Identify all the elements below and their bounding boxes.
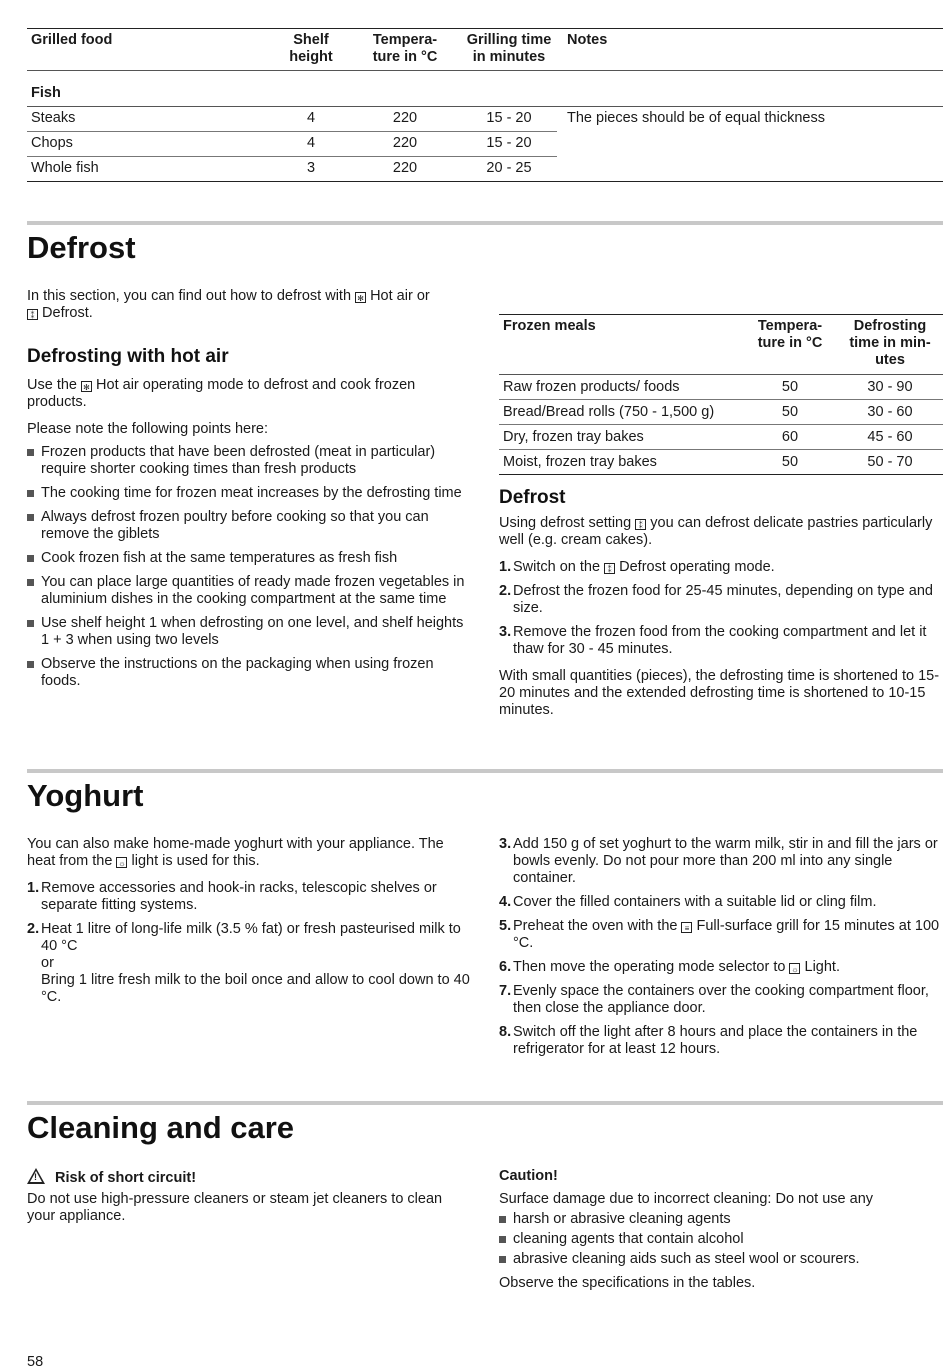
step-text: Remove the frozen food from the cooking compartment and let it thaw for 30 - 45 minutes. [513,624,927,657]
defrost-setting-paragraph [499,515,943,549]
list-item [499,894,943,911]
list-item [499,624,943,658]
step-text: Evenly space the containers over the cooking compartment floor, then close the appliance door. [513,983,929,1016]
list-item [499,983,943,1017]
list-item: harsh or abrasive cleaning agents [499,1211,943,1228]
cell-temp: 50 [743,400,837,425]
text: you can defrost delicate pastries particularly well (e.g. cream cakes). [499,515,933,548]
cell-food: Whole fish [27,157,273,182]
step-text: Preheat the oven with the [513,918,678,934]
cell-shelf: 4 [273,107,349,132]
intro-text: Defrost. [42,305,93,321]
header-defrosting-time: Defrosting time in min- utes [849,318,931,368]
defrost-setting-note: With small quantities (pieces), the defrosting time is shortened to 15-20 minutes and the extended defrosting time is shortened to 10-15 minutes. [499,668,940,718]
page-number: 58 [27,1354,44,1370]
defrost-icon: ⁑ [27,309,38,320]
list-item: Observe the instructions on the packaging when using frozen foods. [27,656,472,690]
table-row [499,400,943,425]
list-item: Use shelf height 1 when defrosting on one level, and shelf heights 1 + 3 when using two levels [27,615,472,649]
header-temperature: Tempera- ture in °C [757,318,823,351]
warning-text: Do not use high-pressure cleaners or steam jet cleaners to clean your appliance. [27,1191,443,1224]
step-number: 8. [499,1024,512,1040]
step-number: 5. [499,918,512,934]
yoghurt-right [499,836,943,1065]
list-item [499,559,943,576]
hot-air-icon: ✻ [81,381,92,392]
cell-time: 15 - 20 [461,107,557,132]
step-text: Light. [804,959,840,975]
full-surface-grill-icon: ≡ [681,922,692,933]
subsection-title-defrost: Defrost [499,487,566,508]
yoghurt-left [27,836,472,1013]
step-text: Defrost the frozen food for 25-45 minutes, depending on type and size. [513,583,933,616]
defrost-setting-body [499,515,943,719]
caution-bullets [499,1211,943,1268]
step-text: Remove accessories and hook-in racks, telescopic shelves or separate fitting systems. [41,880,437,913]
step-number: 6. [499,959,512,975]
warning-title: Risk of short circuit! [55,1170,197,1186]
step-number: 3. [499,836,512,852]
list-item [499,1024,943,1058]
header-shelf-height: Shelf height [289,32,333,65]
cell-temp: 50 [743,450,837,475]
cell-time: 50 - 70 [837,450,943,475]
warning-block [27,1168,472,1225]
defrost-icon: ⁑ [635,519,646,530]
header-temperature: Tempera- ture in °C [372,32,438,65]
cell-shelf: 3 [273,157,349,182]
list-item: cleaning agents that contain alcohol [499,1231,943,1248]
step-number: 2. [27,921,40,937]
cell-time: 20 - 25 [461,157,557,182]
cell-temp: 220 [349,157,461,182]
cell-meal: Moist, frozen tray bakes [499,450,743,475]
cell-temp: 220 [349,107,461,132]
table-row [27,107,943,132]
text: You can also make home-made yoghurt with your appliance. The heat from the [27,836,444,869]
caution-block [499,1168,943,1292]
list-item: Frozen products that have been defrosted (meat in particular) require shorter cooking times than fresh products [27,444,472,478]
step-text: Bring 1 litre fresh milk to the boil once and allow to cool down to 40 °C. [41,972,470,1005]
table-row [499,450,943,475]
step-number: 7. [499,983,512,999]
step-text: Heat 1 litre of long-life milk (3.5 % fat) or fresh pasteurised milk to 40 °C [41,921,461,954]
grill-table-header [27,29,943,71]
warning-heading [27,1168,472,1187]
section-rule [27,769,943,773]
cell-meal: Raw frozen products/ foods [499,375,743,400]
step-text: Cover the filled containers with a suitable lid or cling film. [513,894,877,910]
list-item [499,918,943,952]
header-frozen-meals: Frozen meals [503,318,596,334]
category-fish: Fish [27,71,943,107]
cell-shelf: 4 [273,132,349,157]
cell-time: 45 - 60 [837,425,943,450]
list-item: abrasive cleaning aids such as steel wool or scourers. [499,1251,943,1268]
list-item: The cooking time for frozen meat increases by the defrosting time [27,485,472,502]
grill-table [27,28,943,182]
caution-title: Caution! [499,1168,558,1184]
section-title-cleaning: Cleaning and care [27,1110,295,1145]
hot-air-note: Please note the following points here: [27,421,269,437]
step-number: 1. [499,559,512,575]
step-text: Full-surface grill for 15 minutes at 100 °C. [513,918,940,951]
header-grilled-food: Grilled food [31,32,113,48]
frozen-table-header [499,315,943,375]
category-row [27,71,943,107]
step-number: 2. [499,583,512,599]
list-item: Cook frozen fish at the same temperatures as fresh fish [27,550,472,567]
list-item: Always defrost frozen poultry before cooking so that you can remove the giblets [27,509,472,543]
step-number: 4. [499,894,512,910]
section-rule [27,1101,943,1105]
intro-text: Hot air or [370,288,430,304]
cell-meal: Bread/Bread rolls (750 - 1,500 g) [499,400,743,425]
list-item [27,921,472,1006]
light-icon: ☼ [118,859,126,868]
defrost-steps [499,559,943,658]
light-icon: ☼ [791,965,799,974]
caution-text: Surface damage due to incorrect cleaning: Do not use any [499,1191,874,1207]
text: light is used for this. [131,853,260,869]
caution-footer: Observe the specifications in the tables. [499,1275,756,1291]
section-title-defrost: Defrost [27,230,136,265]
text: Hot air operating mode to defrost and cook frozen products. [27,377,416,410]
cell-time: 15 - 20 [461,132,557,157]
cell-food: Chops [27,132,273,157]
cell-note: The pieces should be of equal thickness [557,107,943,182]
list-item [27,880,472,914]
step-number: 1. [27,880,40,896]
subsection-title-hot-air: Defrosting with hot air [27,346,229,367]
cell-time: 30 - 90 [837,375,943,400]
section-title-yoghurt: Yoghurt [27,778,144,813]
yoghurt-intro [27,836,472,870]
list-item: You can place large quantities of ready made frozen vegetables in aluminium dishes in the cooking compartment at the same time [27,574,472,608]
step-text: Defrost operating mode. [619,559,775,575]
list-item [499,583,943,617]
step-text: Switch on the [513,559,601,575]
cell-temp: 60 [743,425,837,450]
list-item [499,959,943,976]
cell-food: Steaks [27,107,273,132]
text: Using defrost setting [499,515,632,531]
text: Use the [27,377,77,393]
warning-icon [27,1168,45,1184]
header-notes: Notes [567,32,608,48]
hot-air-bullets [27,444,472,690]
step-number: 3. [499,624,512,640]
cell-temp: 220 [349,132,461,157]
defrost-intro [27,288,472,322]
intro-text: In this section, you can find out how to defrost with [27,288,352,304]
cell-time: 30 - 60 [837,400,943,425]
defrost-icon: ⁑ [604,563,615,574]
list-item [499,836,943,887]
table-row [499,425,943,450]
step-text: or [41,955,54,971]
hot-air-body [27,377,472,697]
section-rule [27,221,943,225]
yoghurt-steps-left [27,880,472,1006]
cell-meal: Dry, frozen tray bakes [499,425,743,450]
cell-temp: 50 [743,375,837,400]
step-text: Switch off the light after 8 hours and place the containers in the refrigerator for at least 12 hours. [513,1024,918,1057]
table-row [499,375,943,400]
hot-air-paragraph [27,377,472,411]
step-text: Then move the operating mode selector to [513,959,786,975]
header-grilling-time: Grilling time in minutes [466,32,552,65]
yoghurt-steps-right [499,836,943,1058]
step-text: Add 150 g of set yoghurt to the warm milk, stir in and fill the jars or bowls evenly. Do not pour more than 200 ml into any single container. [513,836,938,886]
hot-air-icon: ✻ [355,292,366,303]
frozen-meals-table [499,314,943,475]
